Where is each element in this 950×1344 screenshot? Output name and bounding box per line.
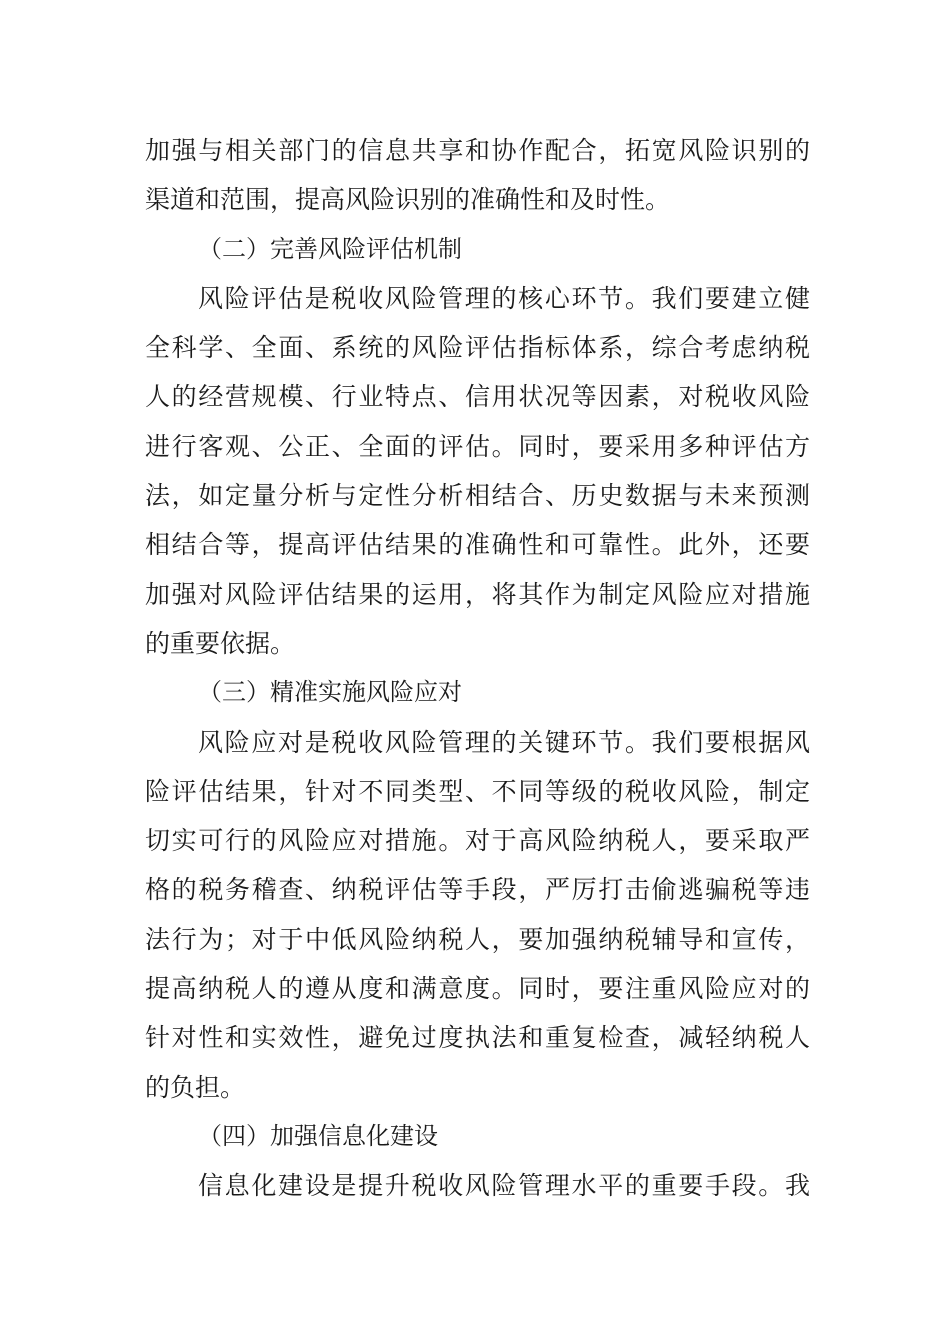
paragraph-line: 信息化建设是提升税收风险管理水平的重要手段。我 (198, 1171, 810, 1201)
paragraph-line: 全科学、全面、系统的风险评估指标体系，综合考虑纳税 (145, 333, 810, 363)
document-page (145, 126, 810, 1211)
section-heading-two: （二）完善风险评估机制 (198, 234, 462, 263)
paragraph-line: 的重要依据。 (145, 628, 296, 658)
paragraph-line: 渠道和范围，提高风险识别的准确性和及时性。 (145, 185, 671, 215)
section-two-paragraph (145, 274, 810, 668)
paragraph-line: 风险应对是税收风险管理的关键环节。我们要根据风 (198, 727, 810, 757)
section-four-paragraph (145, 1161, 810, 1210)
paragraph-line: 风险评估是税收风险管理的核心环节。我们要建立健 (198, 283, 810, 313)
section-heading-four: （四）加强信息化建设 (198, 1121, 438, 1150)
paragraph-line: 提高纳税人的遵从度和满意度。同时，要注重风险应对的 (145, 974, 810, 1004)
paragraph-line: 的负担。 (145, 1072, 246, 1102)
section-one-tail (145, 126, 810, 225)
paragraph-line: 进行客观、公正、全面的评估。同时，要采用多种评估方 (145, 431, 810, 461)
paragraph-line: 针对性和实效性，避免过度执法和重复检查，减轻纳税人 (145, 1023, 810, 1053)
section-three-paragraph (145, 718, 810, 1112)
section-heading-three: （三）精准实施风险应对 (198, 678, 462, 707)
paragraph-line: 切实可行的风险应对措施。对于高风险纳税人，要采取严 (145, 826, 810, 856)
paragraph-line: 险评估结果，针对不同类型、不同等级的税收风险，制定 (145, 776, 810, 806)
paragraph-line: 加强与相关部门的信息共享和协作配合，拓宽风险识别的 (145, 136, 810, 165)
paragraph-line: 法，如定量分析与定性分析相结合、历史数据与未来预测 (145, 481, 810, 511)
paragraph-line: 加强对风险评估结果的运用，将其作为制定风险应对措施 (145, 579, 810, 609)
paragraph-line: 格的税务稽查、纳税评估等手段，严厉打击偷逃骗税等违 (145, 875, 810, 905)
paragraph-line: 人的经营规模、行业特点、信用状况等因素，对税收风险 (145, 382, 810, 412)
paragraph-line: 法行为；对于中低风险纳税人，要加强纳税辅导和宣传， (145, 924, 810, 954)
paragraph-line: 相结合等，提高评估结果的准确性和可靠性。此外，还要 (145, 530, 810, 560)
